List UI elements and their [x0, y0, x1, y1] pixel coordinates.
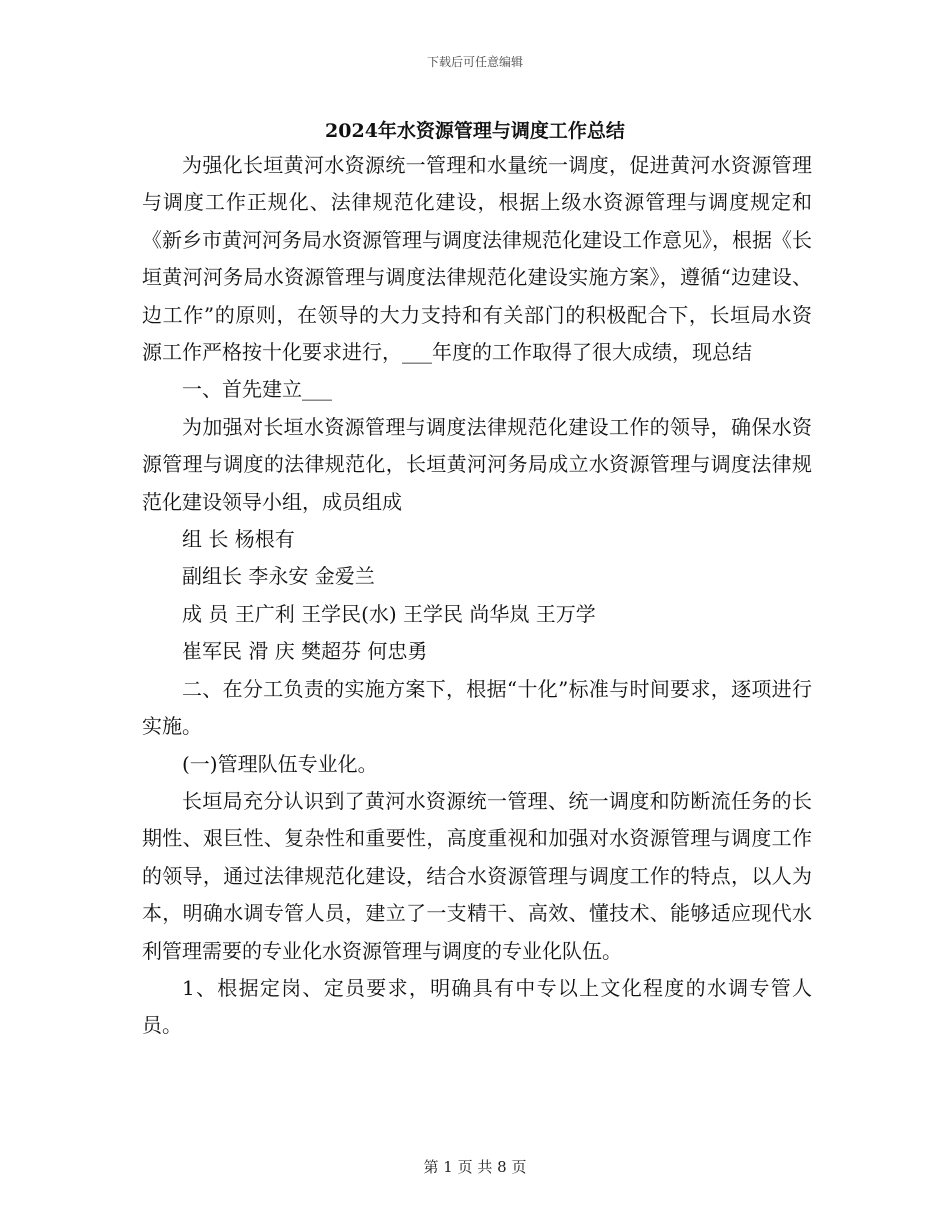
document-title: 2024年水资源管理与调度工作总结: [325, 120, 625, 142]
page-number: 第 1 页 共 8 页: [423, 1158, 527, 1176]
member-deputy: 副组长 李永安 金爱兰: [182, 564, 375, 589]
paragraph-leadership: 为加强对长垣水资源管理与调度法律规范化建设工作的领导，确保水资源管理与调度的法律规范化，长垣黄河河务局成立水资源管理与调度法律规范化建设领导小组，成员组成: [142, 414, 812, 514]
member-list-1: 成 员 王广利 王学民(水) 王学民 尚华岚 王万学: [182, 601, 596, 626]
list-item-1: 1、根据定岗、定员要求，明确具有中专以上文化程度的水调专管人员。: [142, 975, 812, 1038]
document-body: [142, 147, 812, 1045]
member-leader: 组 长 杨根有: [182, 527, 295, 552]
page-header-note: 下载后可任意编辑: [426, 55, 523, 69]
subsection-heading-1: (一)管理队伍专业化。: [182, 751, 378, 776]
section-heading-2: 二、在分工负责的实施方案下，根据“十化”标准与时间要求，逐项进行实施。: [142, 676, 812, 739]
section-heading-1: 一、首先建立___: [182, 377, 332, 402]
paragraph-team: 长垣局充分认识到了黄河水资源统一管理、统一调度和防断流任务的长期性、艰巨性、复杂性和重要性，高度重视和加强对水资源管理与调度工作的领导，通过法律规范化建设，结合水资源管理与调度工作的特点，以人为本，明确水调专管人员，建立了一支精干、高效、懂技术、能够适应现代水利管理需要的专业化水资源管理与调度的专业化队伍。: [142, 788, 812, 963]
member-list-2: 崔军民 滑 庆 樊超芬 何忠勇: [182, 639, 428, 664]
paragraph-intro: 为强化长垣黄河水资源统一管理和水量统一调度，促进黄河水资源管理与调度工作正规化、法律规范化建设，根据上级水资源管理与调度规定和《新乡市黄河河务局水资源管理与调度法律规范化建设工作意见》，根据《长垣黄河河务局水资源管理与调度法律规范化建设实施方案》，遵循“边建设、边工作”的原则，在领导的大力支持和有关部门的积极配合下，长垣局水资源工作严格按十化要求进行，___年度的工作取得了很大成绩，现总结: [142, 153, 812, 365]
